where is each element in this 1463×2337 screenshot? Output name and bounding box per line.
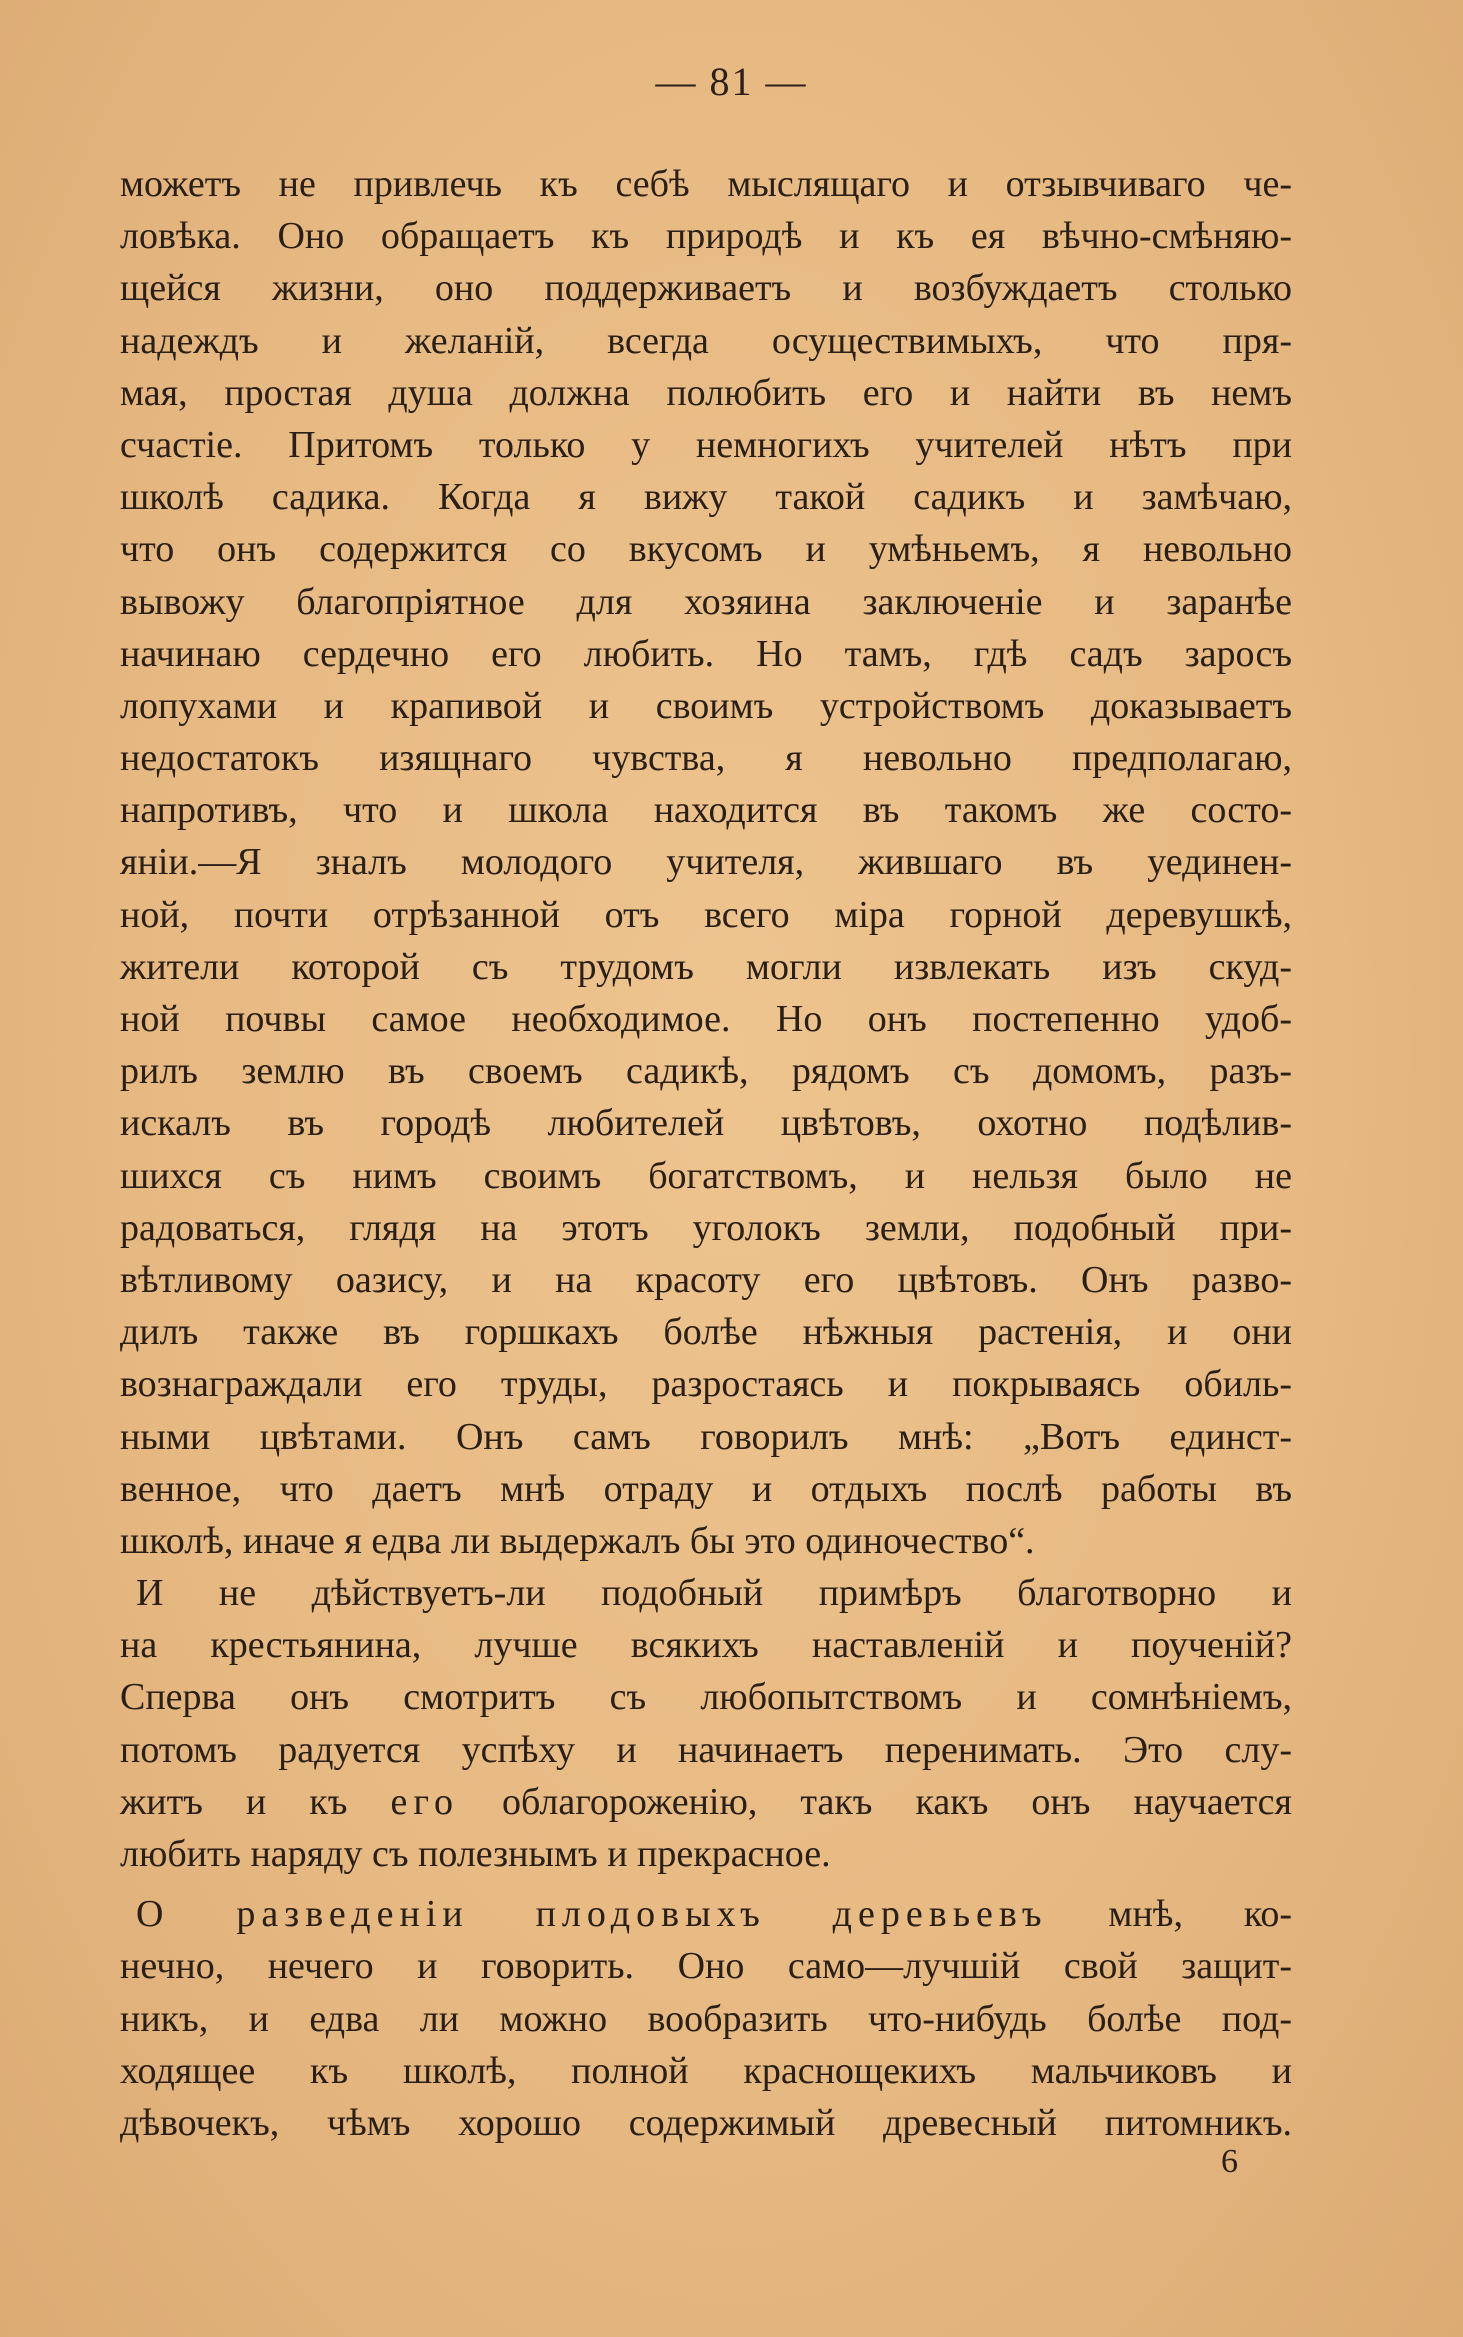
text-line: никъ, и едва ли можно вообразить что-нибудь болѣе под- [120,1997,1292,2040]
text-line: ходящее къ школѣ, полной краснощекихъ мальчиковъ и [120,2049,1292,2092]
text-line: счастіе. Притомъ только у немногихъ учителей нѣтъ при [120,423,1292,466]
page-number: — 81 — [655,59,808,104]
text-line: мая, простая душа должна полюбить его и найти въ немъ [120,371,1292,414]
text-line: лопухами и крапивой и своимъ устройствомъ доказываетъ [120,684,1292,727]
text-line: вывожу благопріятное для хозяина заключеніе и заранѣе [120,580,1292,623]
emphasized-phrase: О разведеніи плодовыхъ деревьевъ [136,1893,1048,1936]
text-line: жители которой съ трудомъ могли извлекать изъ скуд- [120,945,1292,988]
text-line: на крестьянина, лучше всякихъ наставленій и поученій? [120,1624,1292,1667]
text-line: что онъ содержится со вкусомъ и умѣньемъ, я невольно [120,528,1292,571]
text-line: потомъ радуется успѣху и начинаетъ перенимать. Это слу- [120,1728,1292,1771]
text-line: вознаграждали его труды, разростаясь и покрываясь обиль- [120,1363,1292,1406]
text-line: рилъ землю въ своемъ садикѣ, рядомъ съ домомъ, разъ- [120,1050,1292,1093]
text-line: школѣ садика. Когда я вижу такой садикъ и замѣчаю, [120,476,1292,519]
text-line: яніи.—Я зналъ молодого учителя, жившаго въ уединен- [120,841,1292,884]
text-line-mixed [120,1776,1292,1828]
main-text [120,158,1292,2149]
text-line: шихся съ нимъ своимъ богатствомъ, и нельзя было не [120,1154,1292,1197]
text-line: ными цвѣтами. Онъ самъ говорилъ мнѣ: „Вотъ единст- [120,1415,1292,1458]
text-segment: облагороженію, такъ какъ онъ научается [458,1780,1292,1823]
text-line: ловѣка. Оно обращаетъ къ природѣ и къ ея вѣчно-смѣняю- [120,215,1292,258]
text-line: венное, что даетъ мнѣ отраду и отдыхъ послѣ работы въ [120,1467,1292,1510]
text-line: начинаю сердечно его любить. Но тамъ, гдѣ садъ заросъ [120,632,1292,675]
text-line: ной, почти отрѣзанной отъ всего міра горной деревушкѣ, [120,893,1292,936]
text-line: щейся жизни, оно поддерживаетъ и возбуждаетъ столько [120,267,1292,310]
text-line: дилъ также въ горшкахъ болѣе нѣжныя растенія, и они [120,1311,1292,1354]
text-line: Сперва онъ смотритъ съ любопытствомъ и сомнѣніемъ, [120,1676,1292,1719]
text-line: можетъ не привлечь къ себѣ мыслящаго и отзывчиваго че- [120,163,1292,205]
text-line: дѣвочекъ, чѣмъ хорошо содержимый древесный питомникъ. [120,2101,1292,2144]
text-segment: мнѣ, ко- [1047,1893,1293,1936]
text-line: недостатокъ изящнаго чувства, я невольно предполагаю, [120,737,1292,780]
text-line: вѣтливому оазису, и на красоту его цвѣтовъ. Онъ разво- [120,1258,1292,1301]
text-line-mixed [120,1888,1292,1940]
text-line: радоваться, глядя на этотъ уголокъ земли, подобный при- [120,1206,1292,1249]
text-line: ной почвы самое необходимое. Но онъ постепенно удоб- [120,998,1292,1040]
text-line: любить наряду съ полезнымъ и прекрасное. [120,1833,831,1875]
printer-signature: 6 [1221,2143,1238,2180]
text-line: искалъ въ городѣ любителей цвѣтовъ, охотно подѣлив- [120,1102,1292,1145]
text-line: школѣ, иначе я едва ли выдержалъ бы это одиночество“. [120,1519,1035,1562]
text-line: нечно, нечего и говорить. Оно само—лучшій свой защит- [120,1945,1292,1988]
paragraph-gap [120,1880,1292,1888]
text-line: напротивъ, что и школа находится въ такомъ же состо- [120,789,1292,832]
text-line: надеждъ и желаній, всегда осуществимыхъ, что пря- [120,319,1292,362]
text-segment: житъ и къ [120,1780,391,1823]
emphasized-word: его [390,1780,459,1823]
text-line: И не дѣйствуетъ-ли подобный примѣръ благотворно и [136,1572,1292,1615]
